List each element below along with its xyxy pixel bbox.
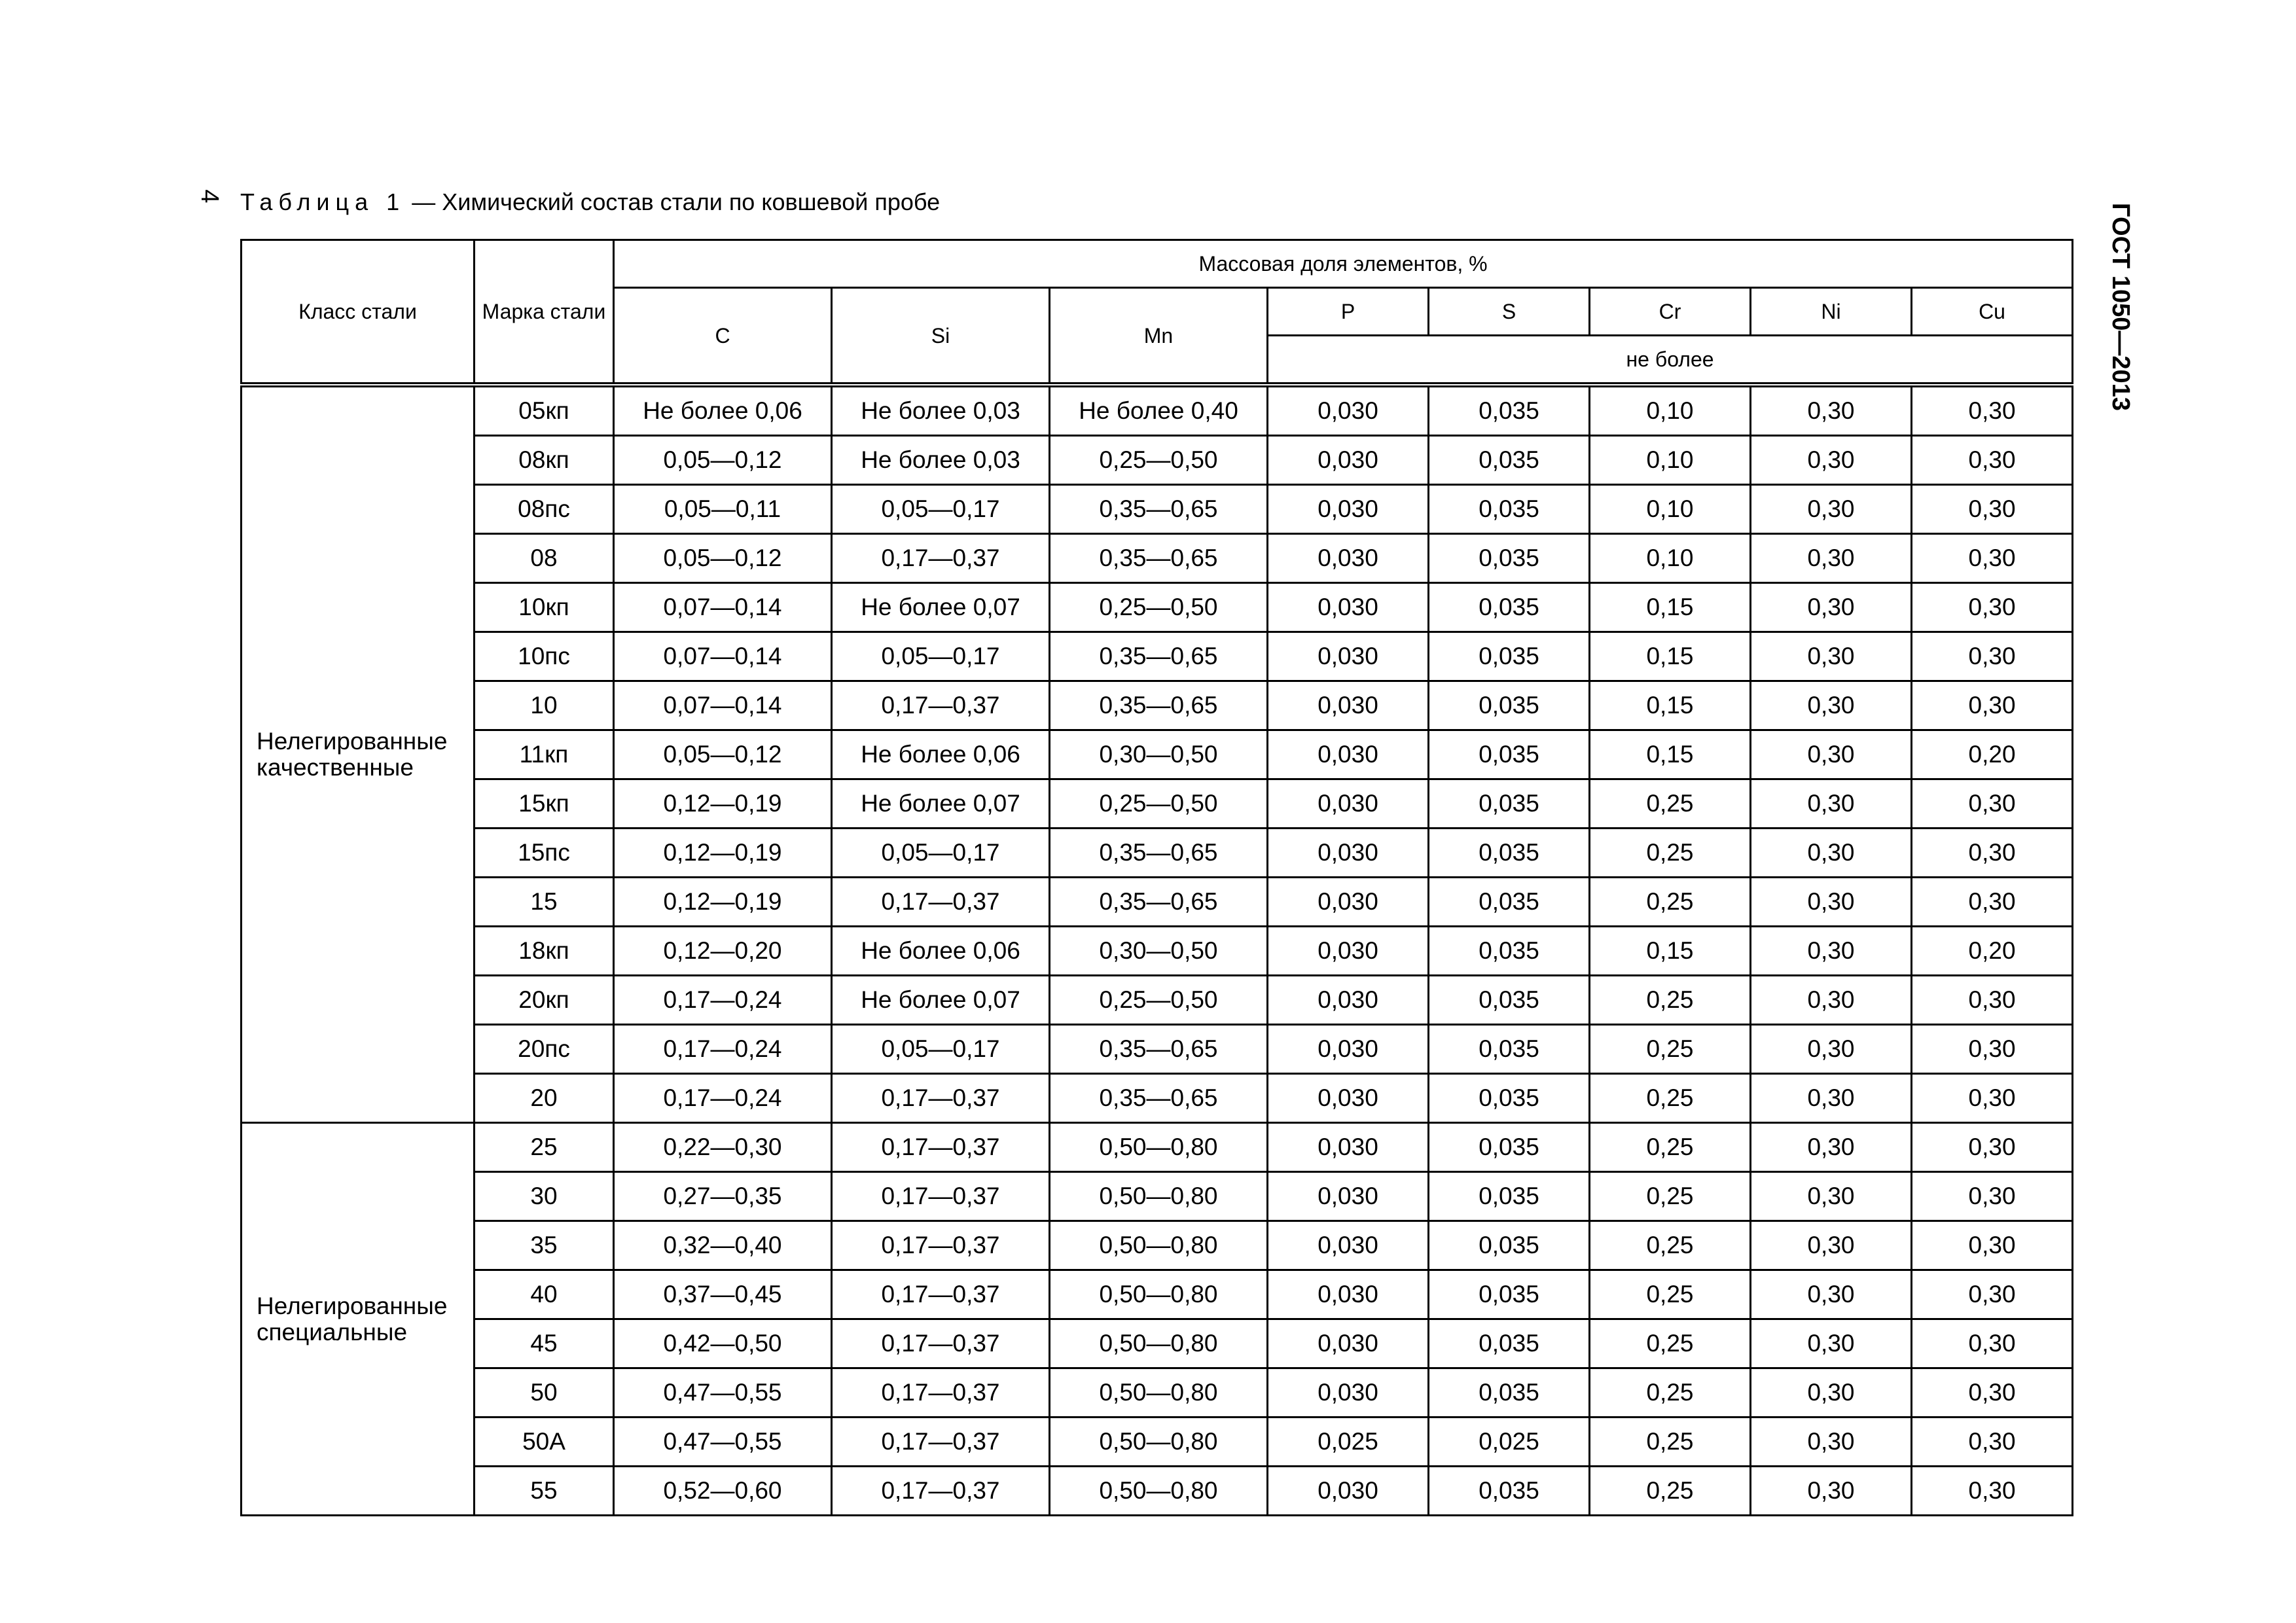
element-p-cell: 0,030	[1268, 485, 1429, 534]
element-cu-cell: 0,30	[1912, 1074, 2073, 1123]
element-mn-cell: 0,35—0,65	[1050, 829, 1268, 878]
element-cr-cell: 0,25	[1590, 1074, 1751, 1123]
element-si-cell: Не более 0,07	[832, 779, 1050, 829]
table-row	[242, 779, 2073, 829]
element-cr-cell: 0,15	[1590, 632, 1751, 681]
element-p-cell: 0,025	[1268, 1418, 1429, 1467]
table-row	[242, 976, 2073, 1025]
element-ni-cell: 0,30	[1751, 632, 1912, 681]
header-not-more: не более	[1268, 336, 2073, 385]
element-c-cell: 0,47—0,55	[614, 1368, 832, 1418]
steel-grade-cell: 10	[475, 681, 614, 730]
element-mn-cell: 0,35—0,65	[1050, 485, 1268, 534]
element-ni-cell: 0,30	[1751, 534, 1912, 583]
element-cr-cell: 0,10	[1590, 534, 1751, 583]
element-mn-cell: Не более 0,40	[1050, 385, 1268, 436]
element-s-cell: 0,035	[1429, 385, 1590, 436]
element-c-cell: 0,05—0,12	[614, 730, 832, 779]
element-si-cell: 0,17—0,37	[832, 1467, 1050, 1516]
table-row	[242, 436, 2073, 485]
element-s-cell: 0,035	[1429, 878, 1590, 927]
element-cu-cell: 0,30	[1912, 779, 2073, 829]
element-ni-cell: 0,30	[1751, 927, 1912, 976]
element-mn-cell: 0,25—0,50	[1050, 583, 1268, 632]
element-cr-cell: 0,25	[1590, 829, 1751, 878]
element-cu-cell: 0,20	[1912, 730, 2073, 779]
document-designation: ГОСТ 1050—2013	[2107, 203, 2134, 411]
element-si-cell: 0,17—0,37	[832, 1418, 1050, 1467]
element-cu-cell: 0,30	[1912, 436, 2073, 485]
element-p-cell: 0,030	[1268, 1221, 1429, 1270]
table-row	[242, 1319, 2073, 1368]
element-si-cell: Не более 0,03	[832, 385, 1050, 436]
element-c-cell: 0,47—0,55	[614, 1418, 832, 1467]
table-row	[242, 730, 2073, 779]
steel-grade-cell: 15	[475, 878, 614, 927]
element-ni-cell: 0,30	[1751, 1074, 1912, 1123]
element-ni-cell: 0,30	[1751, 385, 1912, 436]
table-row	[242, 927, 2073, 976]
element-cu-cell: 0,30	[1912, 1319, 2073, 1368]
element-cr-cell: 0,15	[1590, 927, 1751, 976]
element-ni-cell: 0,30	[1751, 1418, 1912, 1467]
steel-grade-cell: 15кп	[475, 779, 614, 829]
element-cu-cell: 0,30	[1912, 1418, 2073, 1467]
element-c-cell: 0,07—0,14	[614, 632, 832, 681]
element-mn-cell: 0,50—0,80	[1050, 1172, 1268, 1221]
element-ni-cell: 0,30	[1751, 1123, 1912, 1172]
element-si-cell: 0,17—0,37	[832, 1074, 1050, 1123]
steel-grade-cell: 20	[475, 1074, 614, 1123]
element-ni-cell: 0,30	[1751, 681, 1912, 730]
element-c-cell: 0,17—0,24	[614, 1074, 832, 1123]
header-mass-fraction: Массовая доля элементов, %	[614, 240, 2073, 288]
table-header	[242, 240, 2073, 385]
page-number: 4	[196, 189, 223, 204]
element-c-cell: 0,52—0,60	[614, 1467, 832, 1516]
element-cr-cell: 0,10	[1590, 485, 1751, 534]
element-c-cell: 0,07—0,14	[614, 681, 832, 730]
element-mn-cell: 0,35—0,65	[1050, 1025, 1268, 1074]
element-si-cell: 0,17—0,37	[832, 1221, 1050, 1270]
element-p-cell: 0,030	[1268, 681, 1429, 730]
element-ni-cell: 0,30	[1751, 1172, 1912, 1221]
element-s-cell: 0,035	[1429, 1270, 1590, 1319]
element-cr-cell: 0,10	[1590, 385, 1751, 436]
table-caption-dash: —	[405, 188, 442, 215]
element-cu-cell: 0,30	[1912, 829, 2073, 878]
steel-grade-cell: 35	[475, 1221, 614, 1270]
header-steel-grade: Марка стали	[475, 240, 614, 385]
element-cu-cell: 0,30	[1912, 534, 2073, 583]
element-p-cell: 0,030	[1268, 1025, 1429, 1074]
element-cr-cell: 0,25	[1590, 1418, 1751, 1467]
element-p-cell: 0,030	[1268, 976, 1429, 1025]
element-mn-cell: 0,50—0,80	[1050, 1221, 1268, 1270]
steel-grade-cell: 10пс	[475, 632, 614, 681]
element-ni-cell: 0,30	[1751, 436, 1912, 485]
element-p-cell: 0,030	[1268, 927, 1429, 976]
element-ni-cell: 0,30	[1751, 878, 1912, 927]
element-p-cell: 0,030	[1268, 1270, 1429, 1319]
element-si-cell: Не более 0,03	[832, 436, 1050, 485]
steel-grade-cell: 18кп	[475, 927, 614, 976]
header-element-ni: Ni	[1751, 288, 1912, 336]
steel-grade-cell: 11кп	[475, 730, 614, 779]
element-mn-cell: 0,35—0,65	[1050, 534, 1268, 583]
element-si-cell: 0,17—0,37	[832, 1319, 1050, 1368]
table-row	[242, 1074, 2073, 1123]
element-si-cell: 0,17—0,37	[832, 1270, 1050, 1319]
element-cu-cell: 0,30	[1912, 878, 2073, 927]
steel-grade-cell: 05кп	[475, 385, 614, 436]
element-si-cell: 0,05—0,17	[832, 829, 1050, 878]
element-c-cell: 0,12—0,19	[614, 779, 832, 829]
steel-grade-cell: 08пс	[475, 485, 614, 534]
element-cu-cell: 0,30	[1912, 632, 2073, 681]
element-si-cell: 0,17—0,37	[832, 1172, 1050, 1221]
steel-grade-cell: 45	[475, 1319, 614, 1368]
element-p-cell: 0,030	[1268, 436, 1429, 485]
element-si-cell: 0,17—0,37	[832, 1368, 1050, 1418]
table-row	[242, 1025, 2073, 1074]
table-row	[242, 1270, 2073, 1319]
element-ni-cell: 0,30	[1751, 1467, 1912, 1516]
element-cr-cell: 0,15	[1590, 583, 1751, 632]
element-mn-cell: 0,50—0,80	[1050, 1123, 1268, 1172]
element-c-cell: 0,07—0,14	[614, 583, 832, 632]
header-element-s: S	[1429, 288, 1590, 336]
element-s-cell: 0,035	[1429, 1221, 1590, 1270]
steel-class-cell: Нелегированные качественные	[242, 385, 475, 1123]
table-caption-text: Химический состав стали по ковшевой пробе	[442, 188, 941, 215]
element-c-cell: 0,12—0,19	[614, 829, 832, 878]
element-p-cell: 0,030	[1268, 583, 1429, 632]
steel-grade-cell: 15пс	[475, 829, 614, 878]
table-caption-label: Таблица 1	[240, 188, 406, 215]
header-element-si: Si	[832, 288, 1050, 385]
steel-grade-cell: 40	[475, 1270, 614, 1319]
element-cr-cell: 0,25	[1590, 1319, 1751, 1368]
element-si-cell: 0,05—0,17	[832, 485, 1050, 534]
table-row	[242, 1418, 2073, 1467]
element-p-cell: 0,030	[1268, 1368, 1429, 1418]
element-cr-cell: 0,15	[1590, 681, 1751, 730]
element-cu-cell: 0,30	[1912, 1270, 2073, 1319]
element-c-cell: 0,42—0,50	[614, 1319, 832, 1368]
element-p-cell: 0,030	[1268, 1172, 1429, 1221]
element-c-cell: 0,17—0,24	[614, 976, 832, 1025]
element-cr-cell: 0,25	[1590, 1221, 1751, 1270]
header-steel-class: Класс стали	[242, 240, 475, 385]
element-cu-cell: 0,30	[1912, 1172, 2073, 1221]
element-si-cell: Не более 0,07	[832, 976, 1050, 1025]
element-ni-cell: 0,30	[1751, 779, 1912, 829]
element-mn-cell: 0,30—0,50	[1050, 927, 1268, 976]
header-element-cu: Cu	[1912, 288, 2073, 336]
element-s-cell: 0,035	[1429, 583, 1590, 632]
element-si-cell: 0,05—0,17	[832, 1025, 1050, 1074]
element-s-cell: 0,035	[1429, 976, 1590, 1025]
header-element-mn: Mn	[1050, 288, 1268, 385]
element-s-cell: 0,035	[1429, 1074, 1590, 1123]
element-cu-cell: 0,20	[1912, 927, 2073, 976]
element-ni-cell: 0,30	[1751, 1319, 1912, 1368]
element-c-cell: 0,22—0,30	[614, 1123, 832, 1172]
table-row	[242, 632, 2073, 681]
table-row	[242, 1172, 2073, 1221]
element-c-cell: Не более 0,06	[614, 385, 832, 436]
element-s-cell: 0,035	[1429, 485, 1590, 534]
element-s-cell: 0,035	[1429, 829, 1590, 878]
element-p-cell: 0,030	[1268, 730, 1429, 779]
table-row	[242, 878, 2073, 927]
steel-grade-cell: 30	[475, 1172, 614, 1221]
header-element-cr: Cr	[1590, 288, 1751, 336]
element-p-cell: 0,030	[1268, 1074, 1429, 1123]
element-mn-cell: 0,35—0,65	[1050, 681, 1268, 730]
element-ni-cell: 0,30	[1751, 1368, 1912, 1418]
steel-grade-cell: 50	[475, 1368, 614, 1418]
element-s-cell: 0,035	[1429, 681, 1590, 730]
element-mn-cell: 0,30—0,50	[1050, 730, 1268, 779]
table-row	[242, 829, 2073, 878]
element-c-cell: 0,37—0,45	[614, 1270, 832, 1319]
table-row	[242, 485, 2073, 534]
element-cu-cell: 0,30	[1912, 1467, 2073, 1516]
element-mn-cell: 0,50—0,80	[1050, 1319, 1268, 1368]
steel-grade-cell: 55	[475, 1467, 614, 1516]
element-cr-cell: 0,25	[1590, 1172, 1751, 1221]
steel-grade-cell: 25	[475, 1123, 614, 1172]
element-s-cell: 0,035	[1429, 1319, 1590, 1368]
element-s-cell: 0,025	[1429, 1418, 1590, 1467]
table-body	[242, 385, 2073, 1516]
element-cr-cell: 0,25	[1590, 1025, 1751, 1074]
element-cr-cell: 0,25	[1590, 878, 1751, 927]
element-ni-cell: 0,30	[1751, 829, 1912, 878]
steel-grade-cell: 20пс	[475, 1025, 614, 1074]
element-si-cell: Не более 0,06	[832, 730, 1050, 779]
element-mn-cell: 0,50—0,80	[1050, 1368, 1268, 1418]
element-ni-cell: 0,30	[1751, 1270, 1912, 1319]
element-c-cell: 0,27—0,35	[614, 1172, 832, 1221]
element-si-cell: 0,17—0,37	[832, 681, 1050, 730]
table-row	[242, 583, 2073, 632]
steel-grade-cell: 20кп	[475, 976, 614, 1025]
steel-grade-cell: 10кп	[475, 583, 614, 632]
element-si-cell: Не более 0,07	[832, 583, 1050, 632]
table-row	[242, 681, 2073, 730]
steel-grade-cell: 08	[475, 534, 614, 583]
element-ni-cell: 0,30	[1751, 976, 1912, 1025]
element-mn-cell: 0,35—0,65	[1050, 878, 1268, 927]
element-p-cell: 0,030	[1268, 1467, 1429, 1516]
element-s-cell: 0,035	[1429, 927, 1590, 976]
element-cr-cell: 0,25	[1590, 1270, 1751, 1319]
element-mn-cell: 0,35—0,65	[1050, 1074, 1268, 1123]
element-si-cell: Не более 0,06	[832, 927, 1050, 976]
element-c-cell: 0,12—0,19	[614, 878, 832, 927]
element-si-cell: 0,17—0,37	[832, 1123, 1050, 1172]
element-c-cell: 0,17—0,24	[614, 1025, 832, 1074]
element-mn-cell: 0,50—0,80	[1050, 1418, 1268, 1467]
steel-class-cell: Нелегированные специальные	[242, 1123, 475, 1516]
element-c-cell: 0,05—0,11	[614, 485, 832, 534]
element-si-cell: 0,05—0,17	[832, 632, 1050, 681]
element-s-cell: 0,035	[1429, 1467, 1590, 1516]
element-cu-cell: 0,30	[1912, 1025, 2073, 1074]
table-row	[242, 1123, 2073, 1172]
table-row	[242, 1221, 2073, 1270]
element-ni-cell: 0,30	[1751, 485, 1912, 534]
element-s-cell: 0,035	[1429, 632, 1590, 681]
header-element-p: P	[1268, 288, 1429, 336]
element-mn-cell: 0,50—0,80	[1050, 1467, 1268, 1516]
element-p-cell: 0,030	[1268, 534, 1429, 583]
element-s-cell: 0,035	[1429, 730, 1590, 779]
element-ni-cell: 0,30	[1751, 1025, 1912, 1074]
element-cu-cell: 0,30	[1912, 583, 2073, 632]
element-mn-cell: 0,50—0,80	[1050, 1270, 1268, 1319]
element-c-cell: 0,32—0,40	[614, 1221, 832, 1270]
element-cr-cell: 0,25	[1590, 1123, 1751, 1172]
element-c-cell: 0,12—0,20	[614, 927, 832, 976]
table-row	[242, 385, 2073, 436]
element-si-cell: 0,17—0,37	[832, 878, 1050, 927]
steel-grade-cell: 50А	[475, 1418, 614, 1467]
element-p-cell: 0,030	[1268, 1319, 1429, 1368]
element-s-cell: 0,035	[1429, 1368, 1590, 1418]
element-cr-cell: 0,10	[1590, 436, 1751, 485]
element-cu-cell: 0,30	[1912, 385, 2073, 436]
element-s-cell: 0,035	[1429, 1123, 1590, 1172]
table-row	[242, 1467, 2073, 1516]
element-cu-cell: 0,30	[1912, 1221, 2073, 1270]
element-mn-cell: 0,25—0,50	[1050, 779, 1268, 829]
element-p-cell: 0,030	[1268, 1123, 1429, 1172]
element-mn-cell: 0,25—0,50	[1050, 976, 1268, 1025]
element-p-cell: 0,030	[1268, 878, 1429, 927]
element-cr-cell: 0,25	[1590, 1368, 1751, 1418]
element-cu-cell: 0,30	[1912, 976, 2073, 1025]
element-p-cell: 0,030	[1268, 632, 1429, 681]
element-cu-cell: 0,30	[1912, 681, 2073, 730]
element-cu-cell: 0,30	[1912, 1123, 2073, 1172]
element-ni-cell: 0,30	[1751, 1221, 1912, 1270]
element-cu-cell: 0,30	[1912, 1368, 2073, 1418]
element-cr-cell: 0,15	[1590, 730, 1751, 779]
header-element-c: C	[614, 288, 832, 385]
element-mn-cell: 0,35—0,65	[1050, 632, 1268, 681]
table-caption	[240, 188, 940, 217]
element-cr-cell: 0,25	[1590, 1467, 1751, 1516]
element-c-cell: 0,05—0,12	[614, 436, 832, 485]
table-row	[242, 1368, 2073, 1418]
element-p-cell: 0,030	[1268, 779, 1429, 829]
element-s-cell: 0,035	[1429, 779, 1590, 829]
element-p-cell: 0,030	[1268, 829, 1429, 878]
element-s-cell: 0,035	[1429, 436, 1590, 485]
chemical-composition-table	[240, 239, 2073, 1516]
element-c-cell: 0,05—0,12	[614, 534, 832, 583]
element-p-cell: 0,030	[1268, 385, 1429, 436]
element-cr-cell: 0,25	[1590, 976, 1751, 1025]
element-s-cell: 0,035	[1429, 534, 1590, 583]
element-cr-cell: 0,25	[1590, 779, 1751, 829]
element-ni-cell: 0,30	[1751, 583, 1912, 632]
steel-grade-cell: 08кп	[475, 436, 614, 485]
element-s-cell: 0,035	[1429, 1172, 1590, 1221]
element-s-cell: 0,035	[1429, 1025, 1590, 1074]
element-si-cell: 0,17—0,37	[832, 534, 1050, 583]
table-row	[242, 534, 2073, 583]
element-mn-cell: 0,25—0,50	[1050, 436, 1268, 485]
element-ni-cell: 0,30	[1751, 730, 1912, 779]
element-cu-cell: 0,30	[1912, 485, 2073, 534]
